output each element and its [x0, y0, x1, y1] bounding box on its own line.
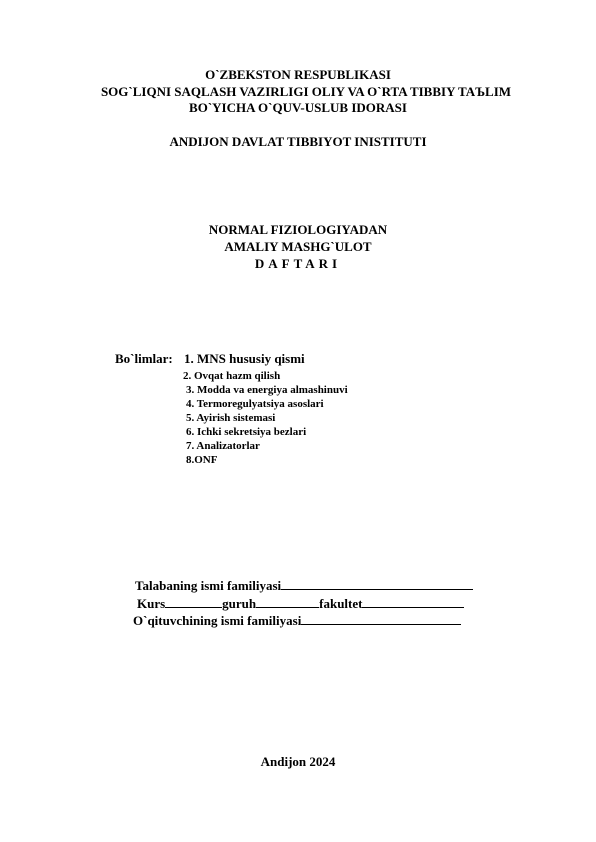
course-label: Kurs: [137, 596, 166, 611]
section-item-1: 1. MNS hususiy qismi: [184, 351, 305, 366]
section-item-8: 8.ONF: [186, 454, 218, 466]
title-line-1: NORMAL FIZIOLOGIYADAN: [208, 222, 388, 237]
group-label: guruh: [222, 596, 257, 611]
teacher-name-label: O`qituvchining ismi familiyasi: [133, 613, 302, 628]
title-line-3: DAFTARI: [254, 256, 342, 271]
section-item-6: 6. Ichki sekretsiya bezlari: [186, 426, 307, 438]
faculty-blank[interactable]: [362, 595, 464, 608]
header-line-2: SOG`LIQNI SAQLASH VAZIRLIGI OLIY VA O`RTA TIBBIY TAЪLIM: [100, 84, 512, 99]
footer-place-year: Andijon 2024: [260, 754, 336, 769]
header-line-3: BO`YICHA O`QUV-USLUB IDORASI: [189, 100, 407, 115]
section-item-7: 7. Analizatorlar: [186, 440, 260, 452]
section-item-2: 2. Ovqat hazm qilish: [183, 370, 281, 382]
teacher-name-field: [133, 612, 461, 629]
section-item-3: 3. Modda va energiya almashinuvi: [186, 384, 348, 396]
teacher-name-blank[interactable]: [301, 612, 461, 625]
course-blank[interactable]: [165, 595, 222, 608]
student-name-blank[interactable]: [281, 577, 473, 590]
course-group-faculty-field: [137, 595, 464, 612]
student-name-label: Talabaning ismi familiyasi: [135, 578, 282, 593]
sections-label: Bo`limlar:: [115, 351, 173, 366]
institute-name: ANDIJON DAVLAT TIBBIYOT INISTITUTI: [169, 134, 427, 149]
faculty-label: fakultet: [319, 596, 363, 611]
group-blank[interactable]: [256, 595, 319, 608]
sections-heading: [115, 351, 305, 367]
title-line-2: AMALIY MASHG`ULOT: [224, 239, 372, 254]
header-line-1: O`ZBEKSTON RESPUBLIKASI: [205, 67, 391, 82]
section-item-5: 5. Ayirish sistemasi: [186, 412, 276, 424]
student-name-field: [135, 577, 473, 594]
section-item-4: 4. Termoregulyatsiya asoslari: [186, 398, 324, 410]
